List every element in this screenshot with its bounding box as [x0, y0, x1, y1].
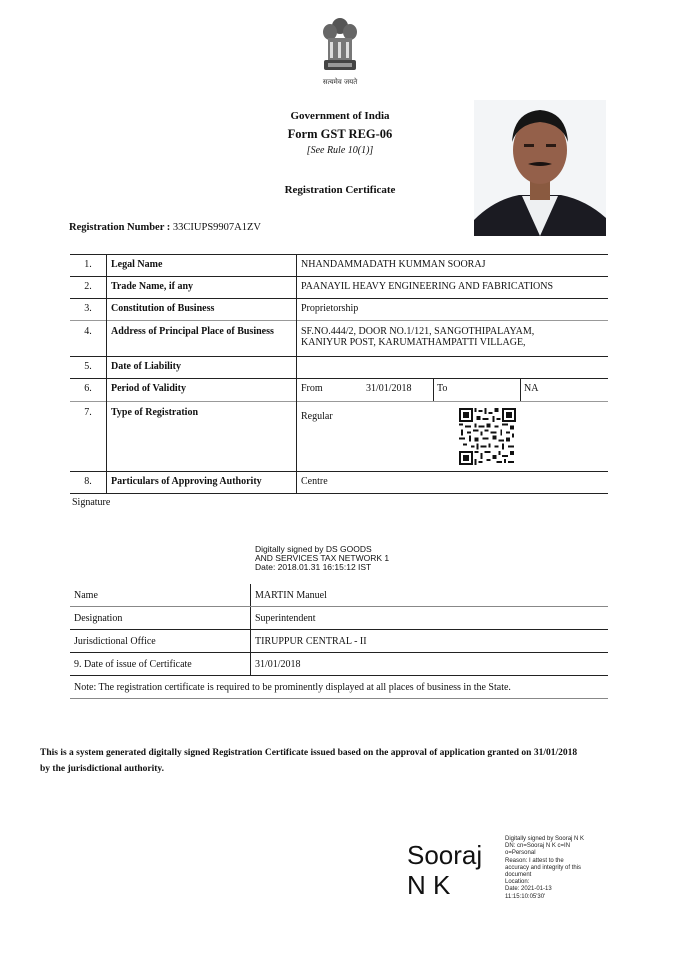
table-row [70, 379, 608, 402]
table-row [70, 472, 608, 494]
table-row [70, 255, 608, 277]
signer-digital-signature-details [505, 836, 605, 901]
signature-detail-line: Digitally signed by Sooraj N K [505, 836, 585, 842]
gst-signature-line-2: AND SERVICES TAX NETWORK 1 [255, 553, 390, 563]
registration-details-table [70, 254, 608, 494]
registration-number-value: 33CIUPS9907A1ZV [172, 222, 262, 233]
address-line-2: KANIYUR POST, KARUMATHAMPATTI VILLAGE, [301, 337, 526, 348]
statement-line-2: by the jurisdictional authority. [40, 764, 165, 774]
signature-detail-line: Reason: I attest to the [505, 857, 564, 864]
date-of-liability-value [297, 357, 609, 379]
address-value [297, 321, 609, 357]
table-row [70, 676, 608, 699]
approving-authority-value: Centre [297, 472, 609, 494]
legal-name-value: NHANDAMMADATH KUMMAN SOORAJ [297, 255, 609, 277]
table-row [70, 402, 608, 472]
from-date: 31/01/2018 [366, 379, 434, 401]
gst-signature-line-3: Date: 2018.01.31 16:15:12 IST [255, 562, 372, 572]
row-number: 7. [70, 402, 107, 472]
table-row [70, 357, 608, 379]
system-generated-statement [40, 745, 645, 777]
row-label: Address of Principal Place of Business [107, 321, 297, 357]
table-row [70, 299, 608, 321]
officer-label: Designation [70, 607, 251, 630]
address-line-1: SF.NO.444/2, DOOR NO.1/121, SANGOTHIPALAYAM, [301, 326, 535, 337]
row-number: 3. [70, 299, 107, 321]
row-number: 6. [70, 379, 107, 402]
row-label: Period of Validity [107, 379, 297, 402]
officer-details-table [70, 584, 608, 699]
signer-name-line-2: N K [407, 870, 451, 900]
rule-reference: [See Rule 10(1)] [306, 145, 374, 156]
table-row [70, 277, 608, 299]
gst-signature-line-1: Digitally signed by DS GOODS [255, 544, 372, 554]
row-label: Type of Registration [107, 402, 297, 472]
signer-name [407, 840, 482, 900]
registration-number [69, 222, 261, 233]
row-number: 2. [70, 277, 107, 299]
jurisdictional-office-value: TIRUPPUR CENTRAL - II [251, 630, 609, 653]
row-number: 1. [70, 255, 107, 277]
qr-code-icon [459, 407, 516, 466]
table-row [70, 607, 608, 630]
registration-number-label: Registration Number : [69, 222, 171, 233]
statement-line-1: This is a system generated digitally signed Registration Certificate issued based on the approval of application granted on 31/01/2018 [40, 748, 578, 758]
constitution-value: Proprietorship [297, 299, 609, 321]
officer-label: 9. Date of issue of Certificate [70, 653, 251, 676]
row-label: Legal Name [107, 255, 297, 277]
applicant-photo [474, 100, 606, 236]
row-label: Trade Name, if any [107, 277, 297, 299]
issue-date-value: 31/01/2018 [251, 653, 609, 676]
to-label: To [434, 379, 521, 401]
row-label: Constitution of Business [107, 299, 297, 321]
from-label: From [301, 383, 323, 394]
table-row [70, 321, 608, 357]
signature-detail-line: document [505, 872, 532, 879]
registration-type: Regular [301, 411, 333, 422]
period-of-validity-value [297, 379, 609, 402]
trade-name-value: PAANAYIL HEAVY ENGINEERING AND FABRICATIONS [297, 277, 609, 299]
signature-detail-line: 11:15:10:05'30' [505, 893, 546, 900]
note-text: Note: The registration certificate is required to be prominently displayed at all places of business in the State. [70, 676, 608, 699]
signature-detail-line: Date: 2021-01-13 [505, 886, 552, 893]
officer-label: Name [70, 584, 251, 607]
row-number: 4. [70, 321, 107, 357]
type-of-registration-value [297, 402, 609, 472]
signature-detail-line: Location: [505, 879, 530, 886]
signer-name-line-1: Sooraj [407, 840, 483, 870]
officer-label: Jurisdictional Office [70, 630, 251, 653]
table-row [70, 584, 608, 607]
table-row [70, 630, 608, 653]
designation-value: Superintendent [251, 607, 609, 630]
row-label: Particulars of Approving Authority [107, 472, 297, 494]
signature-label: Signature [72, 497, 111, 508]
form-title: Form GST REG-06 [287, 127, 393, 141]
row-number: 5. [70, 357, 107, 379]
signature-detail-line: DN: cn=Sooraj N K c=IN [505, 843, 571, 850]
government-heading: Government of India [290, 110, 390, 122]
row-number: 8. [70, 472, 107, 494]
signature-detail-line: accuracy and integrity of this [505, 864, 582, 871]
table-row [70, 653, 608, 676]
emblem-motto: सत्यमेव जयते [322, 78, 358, 86]
to-value: NA [524, 383, 539, 394]
row-label: Date of Liability [107, 357, 297, 379]
officer-name-value: MARTIN Manuel [251, 584, 609, 607]
certificate-title: Registration Certificate [284, 184, 396, 196]
gst-digital-signature [255, 545, 389, 572]
signature-detail-line: o=Personal [505, 850, 536, 857]
